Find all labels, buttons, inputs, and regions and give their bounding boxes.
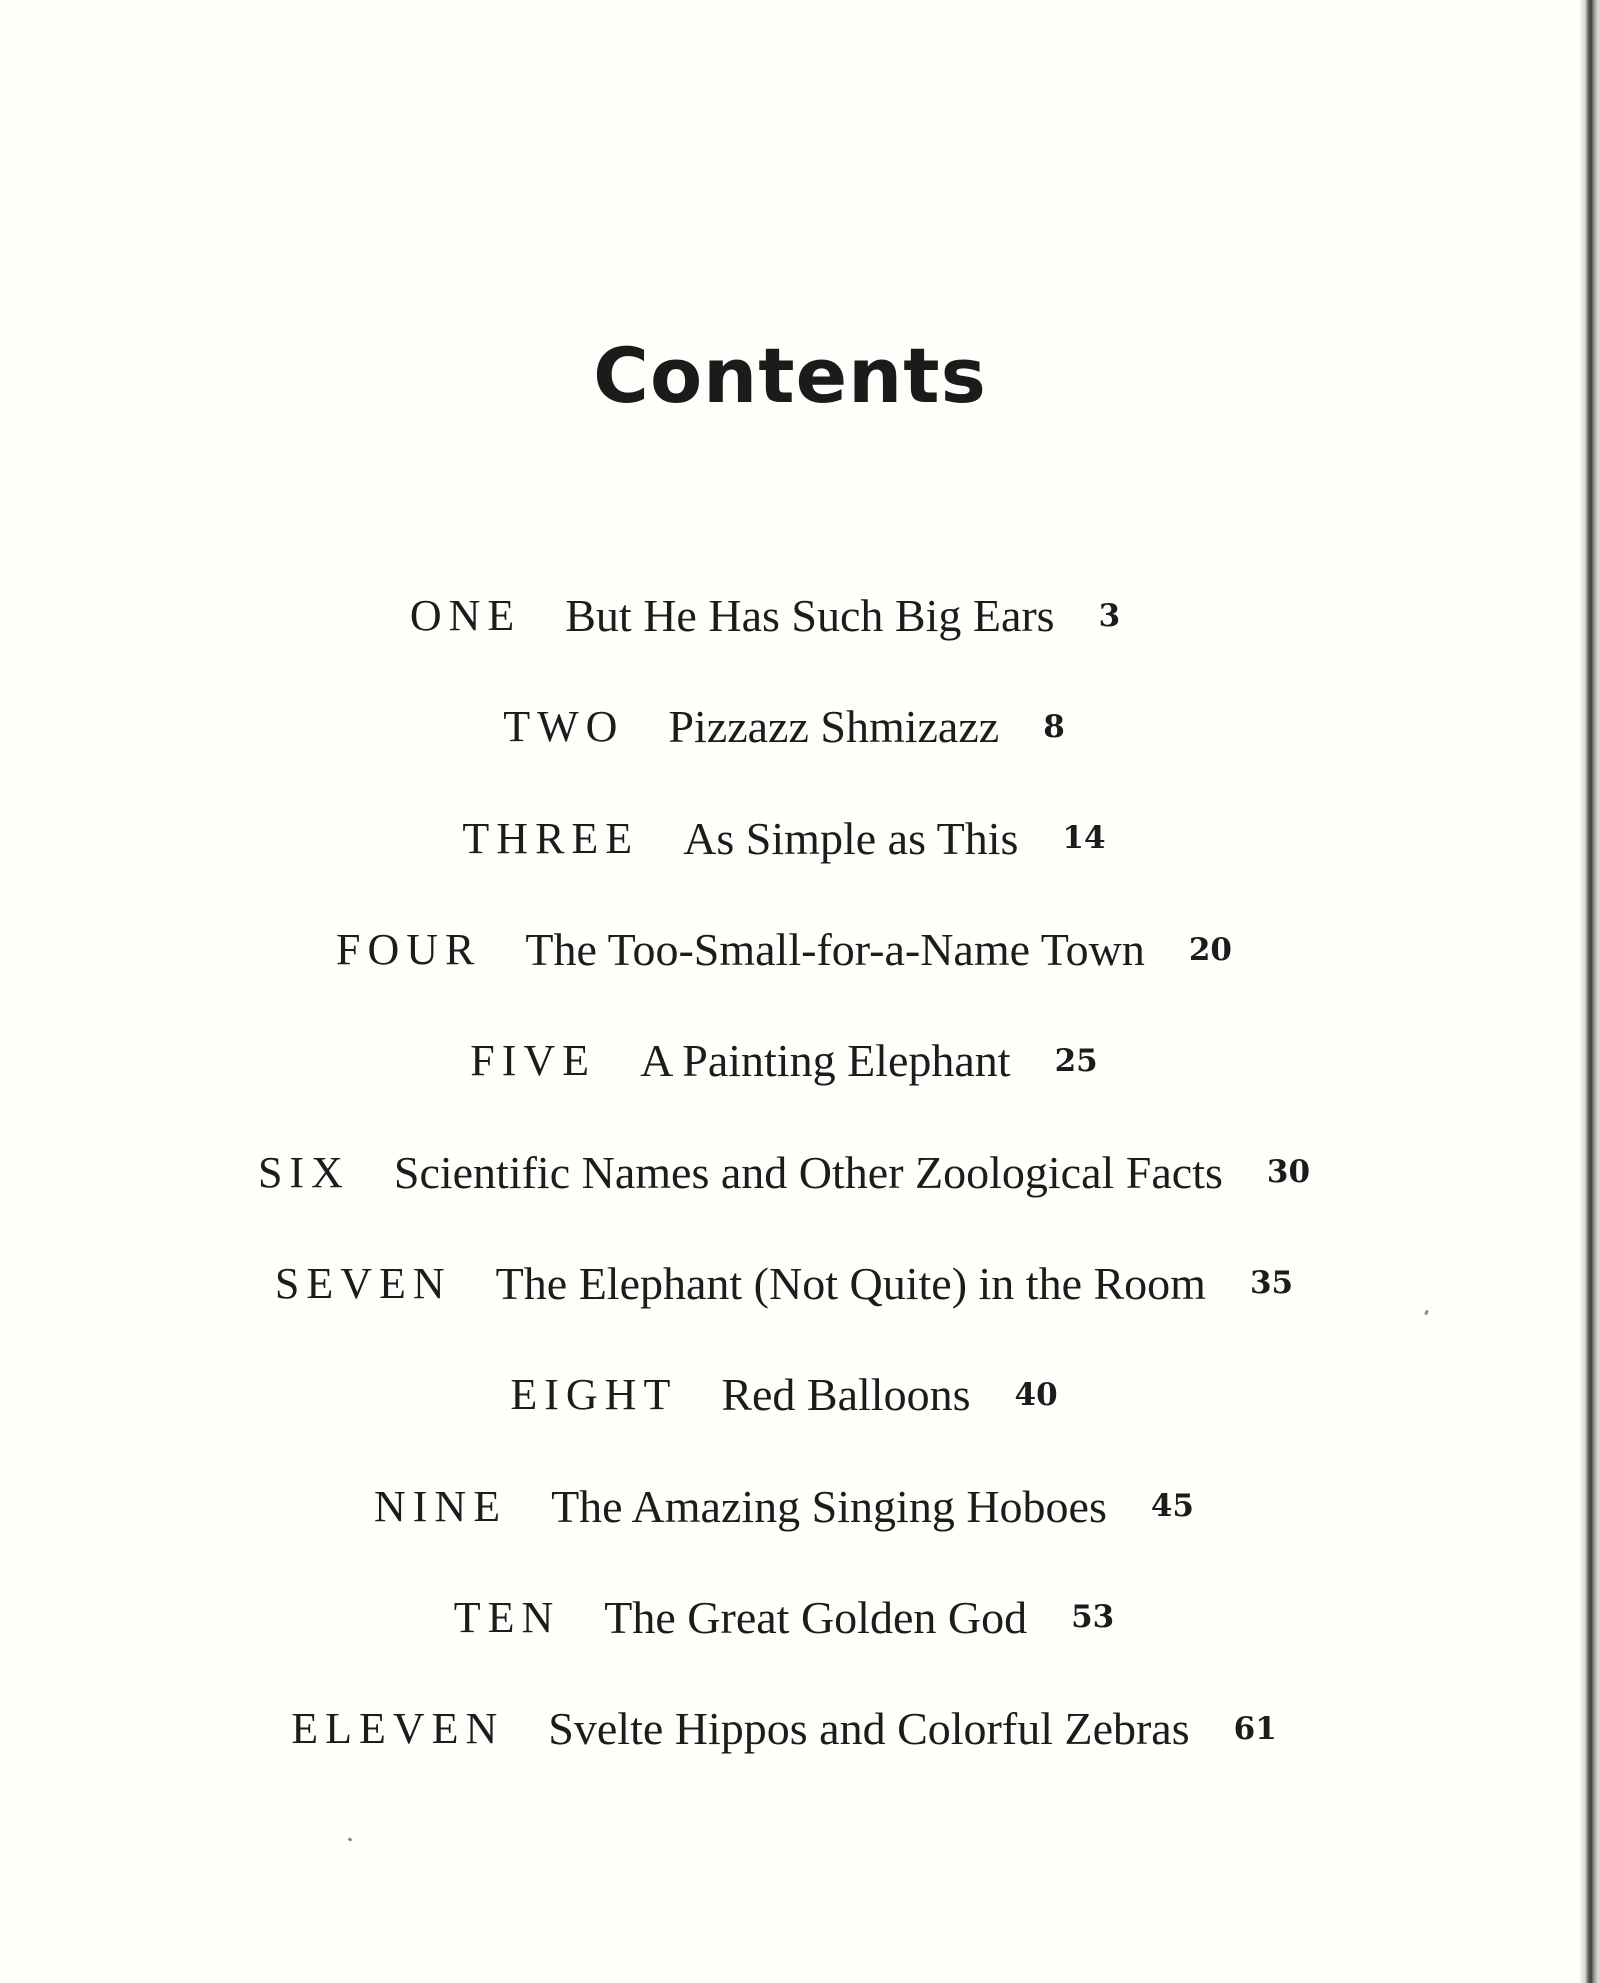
page-number: 40 [1014,1376,1058,1413]
page-number: 53 [1071,1599,1115,1636]
toc-entry-six [0,1116,1574,1227]
chapter-title: The Too-Small-for-a-Name Town [525,924,1145,976]
chapter-title: Scientific Names and Other Zoological Facts [393,1146,1223,1198]
toc-entry-two [0,671,1574,782]
page-number: 61 [1233,1710,1277,1747]
chapter-number: SIX [257,1147,350,1197]
chapter-title: The Amazing Singing Hoboes [551,1480,1107,1532]
chapter-title: Red Balloons [721,1369,971,1421]
toc-entry-five [0,1005,1574,1116]
page-number: 8 [1043,708,1065,745]
toc-entry-four [0,894,1574,1005]
toc-entry-eight [0,1339,1574,1450]
chapter-number: TEN [453,1592,561,1642]
chapter-title: Pizzazz Shmizazz [668,701,1000,753]
chapter-title: The Great Golden God [604,1591,1028,1643]
page-number: 45 [1150,1488,1194,1525]
page-number: 30 [1266,1154,1311,1191]
toc-entry-eleven [0,1673,1574,1784]
toc-entry-nine [0,1450,1574,1561]
chapter-title: A Painting Elephant [640,1035,1011,1087]
page-number: 14 [1062,820,1106,857]
table-of-contents [0,560,1580,1784]
contents-heading: Contents [593,331,987,420]
chapter-number: ONE [409,591,522,641]
chapter-title: The Elephant (Not Quite) in the Room [495,1257,1206,1309]
page-number: 25 [1054,1042,1098,1079]
toc-entry-one [0,560,1555,671]
chapter-number: EIGHT [510,1370,678,1420]
chapter-number: NINE [373,1481,508,1531]
chapter-number: ELEVEN [291,1704,505,1754]
chapter-number: SEVEN [274,1258,452,1308]
chapter-number: TWO [503,702,625,752]
toc-entry-ten [0,1562,1574,1673]
chapter-number: THREE [462,813,640,863]
chapter-title: As Simple as This [683,812,1019,864]
page-number: 20 [1188,931,1232,968]
chapter-title: Svelte Hippos and Colorful Zebras [548,1703,1190,1755]
toc-entry-three [0,783,1574,894]
chapter-number: FIVE [470,1036,597,1086]
chapter-number: FOUR [336,925,482,975]
toc-entry-seven [0,1228,1574,1339]
page-number: 3 [1098,597,1121,634]
page-number: 35 [1249,1265,1294,1302]
book-gutter [1580,0,1599,1983]
scan-speck [348,1837,353,1841]
chapter-title: But He Has Such Big Ears [565,590,1055,642]
